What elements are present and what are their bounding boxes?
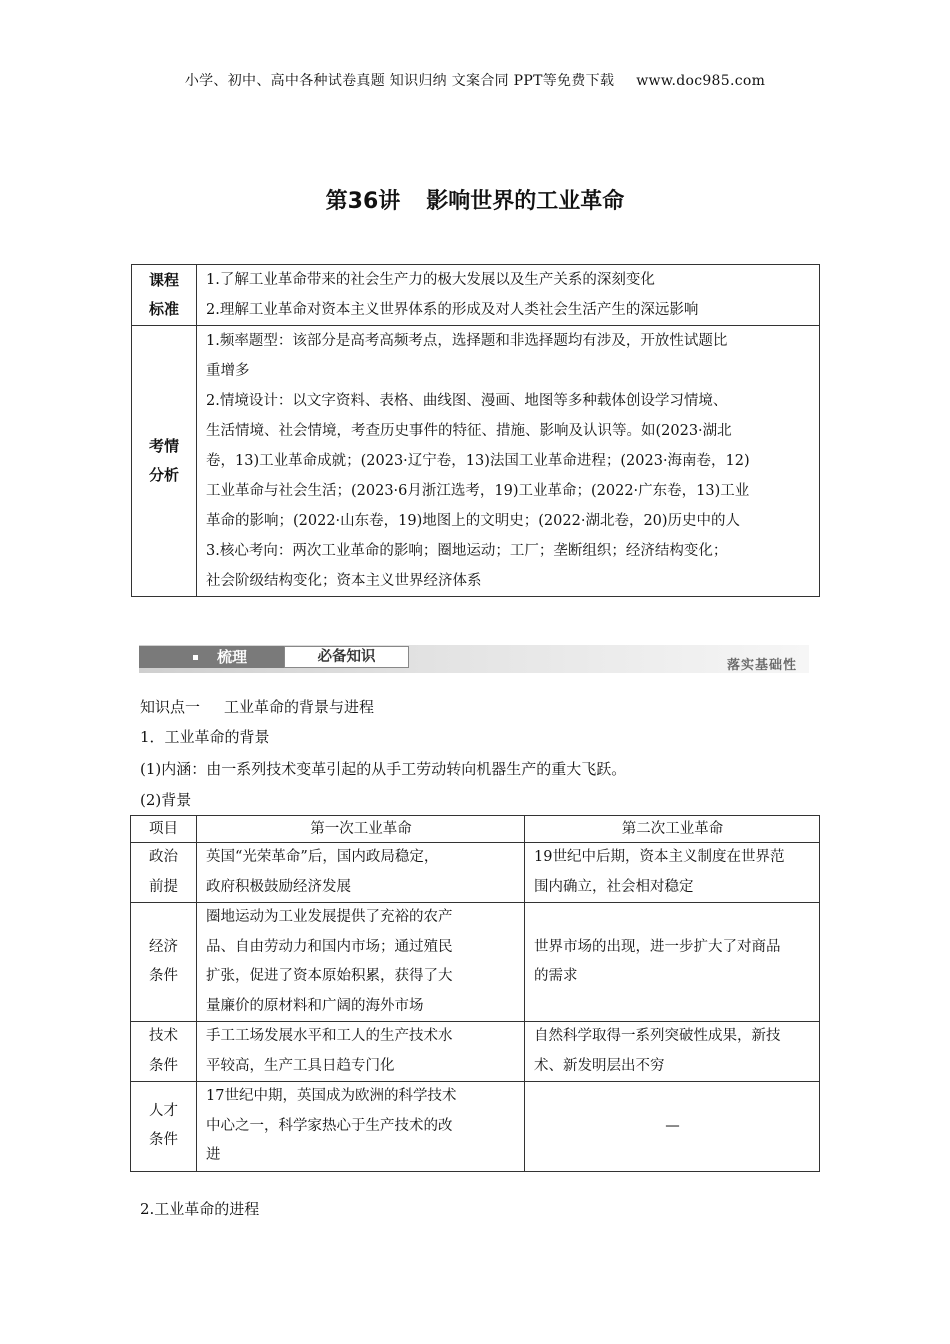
row-label: 技术 条件: [131, 1022, 197, 1082]
section-heading-background: 1．工业革命的背景: [140, 728, 270, 746]
knowledge-point-heading: 知识点一 工业革命的背景与进程: [140, 698, 375, 716]
header-item: 项目: [131, 816, 197, 843]
row-label-standards: 课程 标准: [132, 265, 197, 326]
section-heading-process: 2.工业革命的进程: [140, 1200, 260, 1218]
first-revolution-cell: 英国“光荣革命”后，国内政局稳定， 政府积极鼓励经济发展: [197, 843, 525, 903]
second-revolution-cell: 自然科学取得一系列突破性成果，新技 术、新发明层出不穷: [525, 1022, 820, 1082]
table-header-row: [131, 816, 820, 843]
second-revolution-cell: 世界市场的出现，进一步扩大了对商品 的需求: [525, 903, 820, 1022]
course-standards-table: [131, 264, 820, 597]
item-background: (2)背景: [140, 791, 192, 809]
header-second-revolution: 第二次工业革命: [525, 816, 820, 843]
item-connotation: (1)内涵：由一系列技术变革引起的从手工劳动转向机器生产的重大飞跃。: [140, 760, 627, 778]
table-row: [131, 843, 820, 903]
background-table: [130, 815, 820, 1172]
row-label: 人才 条件: [131, 1082, 197, 1172]
second-revolution-cell: 19世纪中后期，资本主义制度在世界范 围内确立，社会相对稳定: [525, 843, 820, 903]
standards-content: 1.了解工业革命带来的社会生产力的极大发展以及生产关系的深刻变化 2.理解工业革命对资本主义世界体系的形成及对人类社会生活产生的深远影响: [197, 265, 820, 326]
banner-light-tab: 必备知识: [284, 646, 409, 668]
table-row: [131, 1082, 820, 1172]
page-header: [0, 70, 950, 90]
row-label: 经济 条件: [131, 903, 197, 1022]
header-banner-text: 小学、初中、高中各种试卷真题 知识归纳 文案合同 PPT等免费下载: [184, 73, 615, 89]
banner-dark-tab: 梳理: [139, 646, 284, 668]
table-row: [131, 1022, 820, 1082]
lecture-title: 影响世界的工业革命: [426, 189, 625, 214]
row-label-analysis: 考情 分析: [132, 326, 197, 597]
first-revolution-cell: 手工工场发展水平和工人的生产技术水 平较高，生产工具日趋专门化: [197, 1022, 525, 1082]
table-row: [132, 326, 820, 597]
lecture-number: 第36讲: [325, 189, 401, 214]
second-revolution-cell: —: [525, 1082, 820, 1172]
header-site-link[interactable]: www.doc985.com: [636, 73, 766, 89]
row-label: 政治 前提: [131, 843, 197, 903]
analysis-content: 1.频率题型：该部分是高考高频考点，选择题和非选择题均有涉及，开放性试题比 重增多 2.情境设计：以文字资料、表格、曲线图、漫画、地图等多种载体创设学习情境、 生活情境、社会情境，考查历史事件的特征、措施、影响及认识等。如(2023·湖北 卷，13)工业革命成就；(2023·辽宁卷，13)法国工业革命进程；(2023·海南卷，12) 工业革命与社会生活；(2023·6月浙江选考，19)工业革命；(2022·广东卷，13)工业 革命的影响；(2022·山东卷，19)地图上的文明史；(2022·湖北卷，20)历史中的人 3.核心考向：两次工业革命的影响；圈地运动；工厂；垄断组织；经济结构变化； 社会阶级结构变化；资本主义世界经济体系: [197, 326, 820, 597]
header-first-revolution: 第一次工业革命: [197, 816, 525, 843]
square-bullet-icon: [193, 655, 198, 660]
first-revolution-cell: 圈地运动为工业发展提供了充裕的农产 品、自由劳动力和国内市场；通过殖民 扩张，促进了资本原始积累，获得了大 量廉价的原材料和广阔的海外市场: [197, 903, 525, 1022]
banner-right-label: 落实基础性: [726, 658, 797, 673]
page-title: [0, 184, 950, 215]
table-row: [131, 903, 820, 1022]
first-revolution-cell: 17世纪中期，英国成为欧洲的科学技术 中心之一，科学家热心于生产技术的改 进: [197, 1082, 525, 1172]
section-banner: [139, 645, 809, 673]
table-row: [132, 265, 820, 326]
